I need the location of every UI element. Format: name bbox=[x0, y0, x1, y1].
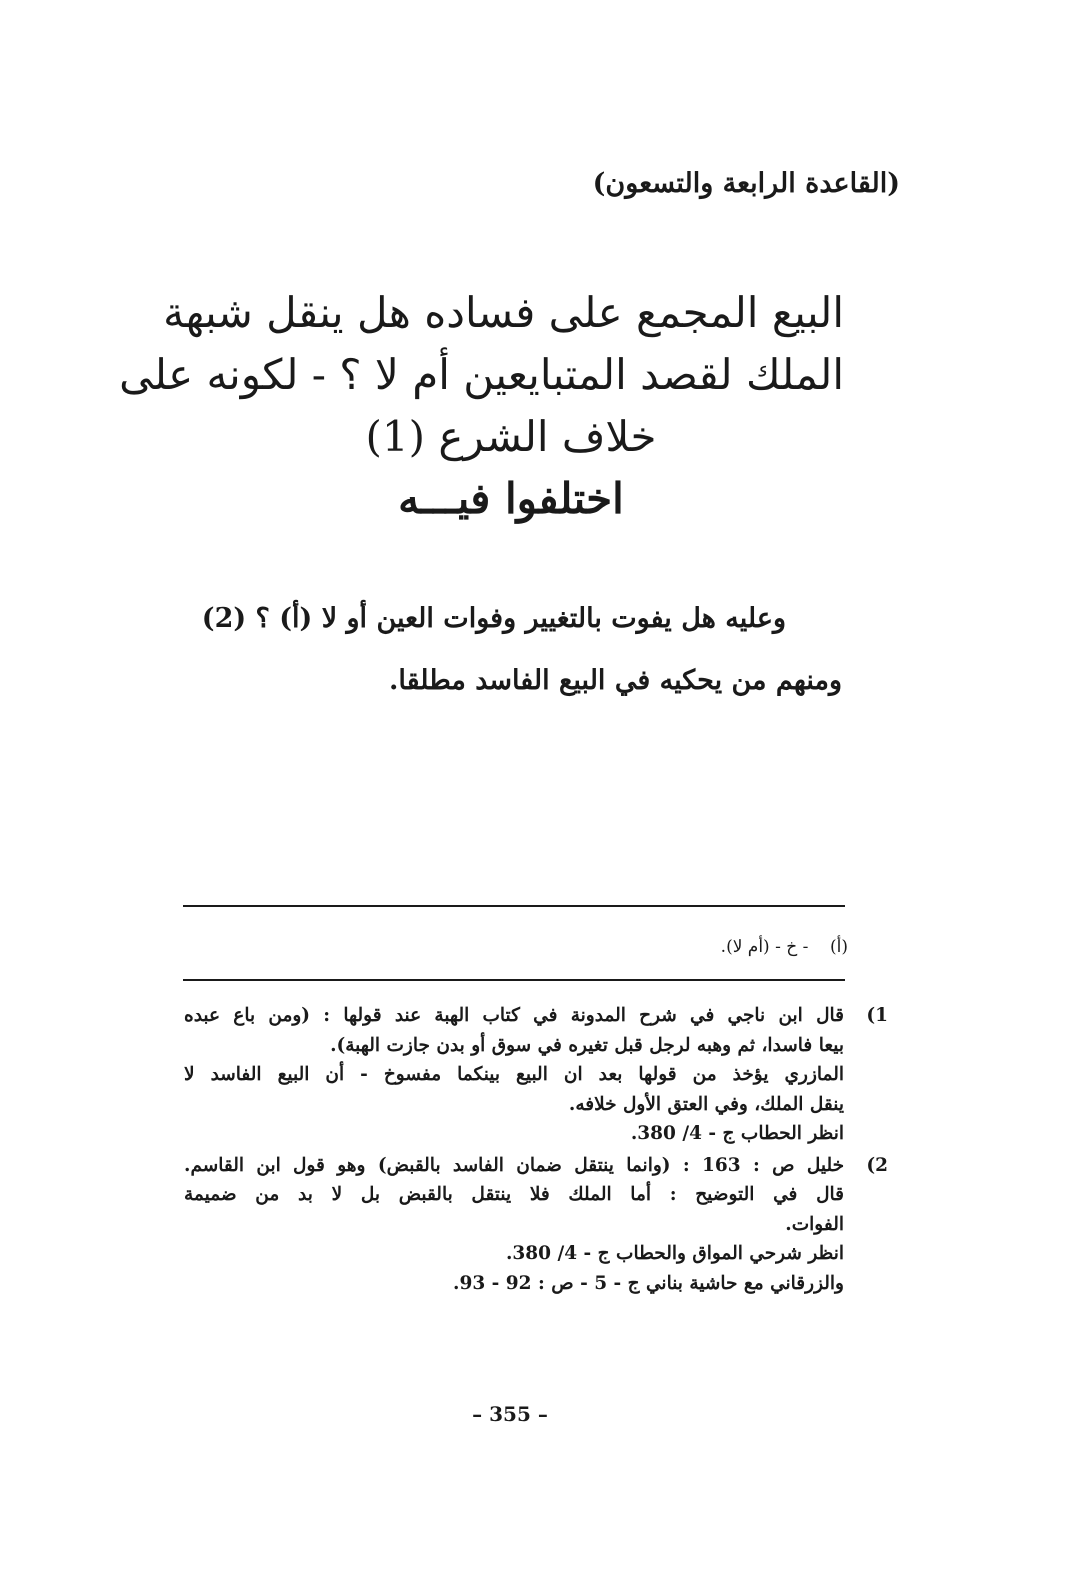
footnote-number: (1 bbox=[866, 1005, 888, 1026]
variant-note-text: - خ - (أم لا). bbox=[720, 937, 809, 957]
body-line-1: وعليه هل يفوت بالتغيير وفوات العين أو لا (أ) ؟ (2) bbox=[201, 603, 786, 634]
footnote-line: والزرقاني مع حاشية بناني ج - 5 - ص : 92 - 93. bbox=[453, 1272, 844, 1294]
body-paragraph bbox=[162, 588, 842, 712]
heading-line-4: اختلفوا فيـــه bbox=[398, 474, 624, 523]
footnote-line: قال في التوضيح : أما الملك فلا ينتقل بالقبض بل لا بد من ضميمة bbox=[184, 1184, 844, 1205]
variant-note bbox=[721, 934, 848, 960]
footnote-line: انظر الحطاب ج - 4/ 380. bbox=[630, 1123, 844, 1144]
footnote-line: انظر شرحي المواق والحطاب ج - 4/ 380. bbox=[505, 1243, 844, 1264]
page-number: – 355 – bbox=[472, 1402, 548, 1426]
footnote-line: بيعا فاسدا، ثم وهبه لرجل قبل تغيره في سوق أو بدن جازت الهبة). bbox=[330, 1034, 844, 1056]
footnotes bbox=[184, 1001, 888, 1300]
heading-line-3: خلاف الشرع (1) bbox=[365, 412, 657, 461]
variant-note-mark: (أ) bbox=[830, 937, 848, 957]
footnote-line: المازري يؤخذ من قولها بعد ان البيع بينكما مفسوخ - أن البيع الفاسد لا bbox=[184, 1064, 844, 1085]
footnote-line: ينقل الملك، وفي العتق الأول خلافه. bbox=[568, 1093, 844, 1115]
body-line-2: ومنهم من يحكيه في البيع الفاسد مطلقا. bbox=[388, 665, 842, 696]
footnote-divider-bottom bbox=[183, 979, 845, 981]
footnote-line: قال ابن ناجي في شرح المدونة في كتاب الهبة عند قولها : (ومن باع عبده bbox=[184, 1005, 844, 1026]
footnote-2 bbox=[184, 1151, 888, 1299]
footnote-line: الفوات. bbox=[785, 1213, 844, 1235]
footnote-1 bbox=[184, 1001, 888, 1149]
footnote-divider-top bbox=[183, 905, 845, 907]
heading-line-1: البيع المجمع على فساده هل ينقل شبهة bbox=[163, 288, 844, 337]
chapter-heading bbox=[119, 282, 844, 530]
footnote-number: (2 bbox=[866, 1154, 888, 1176]
heading-line-2: الملك لقصد المتبايعين أم لا ؟ - لكونه على bbox=[119, 350, 844, 399]
footnote-line: خليل ص : 163 : (وانما ينتقل ضمان الفاسد بالقبض) وهو قول ابن القاسم. bbox=[184, 1154, 845, 1176]
rule-title: (القاعدة الرابعة والتسعون) bbox=[592, 168, 900, 199]
